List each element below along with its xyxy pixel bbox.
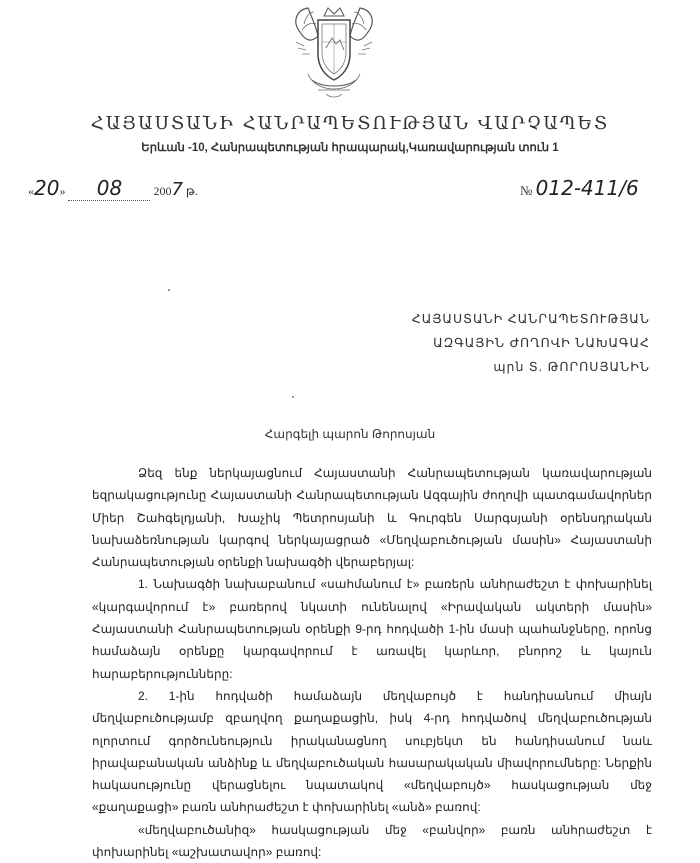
recipient-line-1: ՀԱՅԱՍՏԱՆԻ ՀԱՆՐԱՊԵՏՈՒԹՅԱՆ <box>411 312 650 326</box>
number-value: 012-411/6 <box>535 176 639 200</box>
body-paragraph: 2. 1-ին հոդվածի համաձայն մեղվաբույծ է հանդիսանում միայն մեղվաբուծությամբ զբաղվող քաղաքացին, իսկ 4-րդ հոդվածով մեղվաբուծության ոլորտում գործունեություն իրականացնող սուբյեկտ են հանդիսանում նաև իրավաբանական անձինք և մեղվաբուծական հասարակական միավորումները: Ներքին հակասությունը վերացնելու նպատակով «մեղվաբույծ» հասկացության մեջ «քաղաքացի» բառն անհրաժեշտ է փոխարինել «անձ» բառով: <box>92 688 652 815</box>
recipient-line-3: պրն Տ. ԹՈՐՈՍՅԱՆԻՆ <box>493 360 650 374</box>
date-year-digit: 7 <box>171 179 183 200</box>
scan-speck <box>168 289 170 291</box>
letter-body <box>92 462 652 863</box>
date-day: 20 <box>34 176 60 200</box>
letter-number <box>520 176 690 216</box>
date-year-prefix: 200 <box>153 184 172 198</box>
header-title: ՀԱՅԱՍՏԱՆԻ ՀԱՆՐԱՊԵՏՈՒԹՅԱՆ ՎԱՐՉԱՊԵՏ <box>90 113 610 134</box>
body-paragraph: Ձեզ ենք ներկայացնում Հայաստանի Հանրապետության կառավարության եզրակացությունը Հայաստանի Հանրապետության Ազգային ժողովի պատգամավորներ Միեր Շահգելդյանի, Խաչիկ Պետրոսյանի և Գուրգեն Սարգսյանի օրենսդրական նախաձեռնության կարգով ներկայացրած «Մեղվաբուծության մասին» Հայաստանի Հանրապետության օրենքի նախագծի վերաբերյալ: <box>92 466 652 570</box>
date-month: 08 <box>96 176 123 200</box>
recipient-line-2: ԱԶԳԱՅԻՆ ԺՈՂՈՎԻ ՆԱԽԱԳԱՀ <box>433 336 650 350</box>
header-address: Երևան -10, Հանրապետության հրապարակ,Կառավարության տուն 1 <box>141 142 559 154</box>
body-paragraph: «մեղվաբուծանիզ» հասկացության մեջ «բանվոր» բառն անհրաժեշտ է փոխարինել «աշխատավոր» բառով: <box>92 822 652 860</box>
number-prefix: № <box>520 183 533 198</box>
date-suffix: թ. <box>185 184 198 198</box>
body-paragraph: 1. Նախագծի նախաբանում «սահմանում է» բառերն անհրաժեշտ է փոխարինել «կարգավորում է» բառերով նկատի ունենալով «Իրավական ակտերի մասին» Հայաստանի Հանրապետության օրենքի 9-րդ հոդվածի 1-ին մասի պահանջները, որոնց համաձայն օրենքը կարգավորում է առավել կարևոր, բնորոշ և կայուն հարաբերությունները: <box>92 577 652 681</box>
salutation: Հարգելի պարոն Թորոսյան <box>264 427 436 441</box>
scan-speck <box>292 396 294 398</box>
armenia-coat-of-arms-icon <box>282 2 386 106</box>
letter-date: «20» 08 2007 թ. <box>28 176 198 200</box>
